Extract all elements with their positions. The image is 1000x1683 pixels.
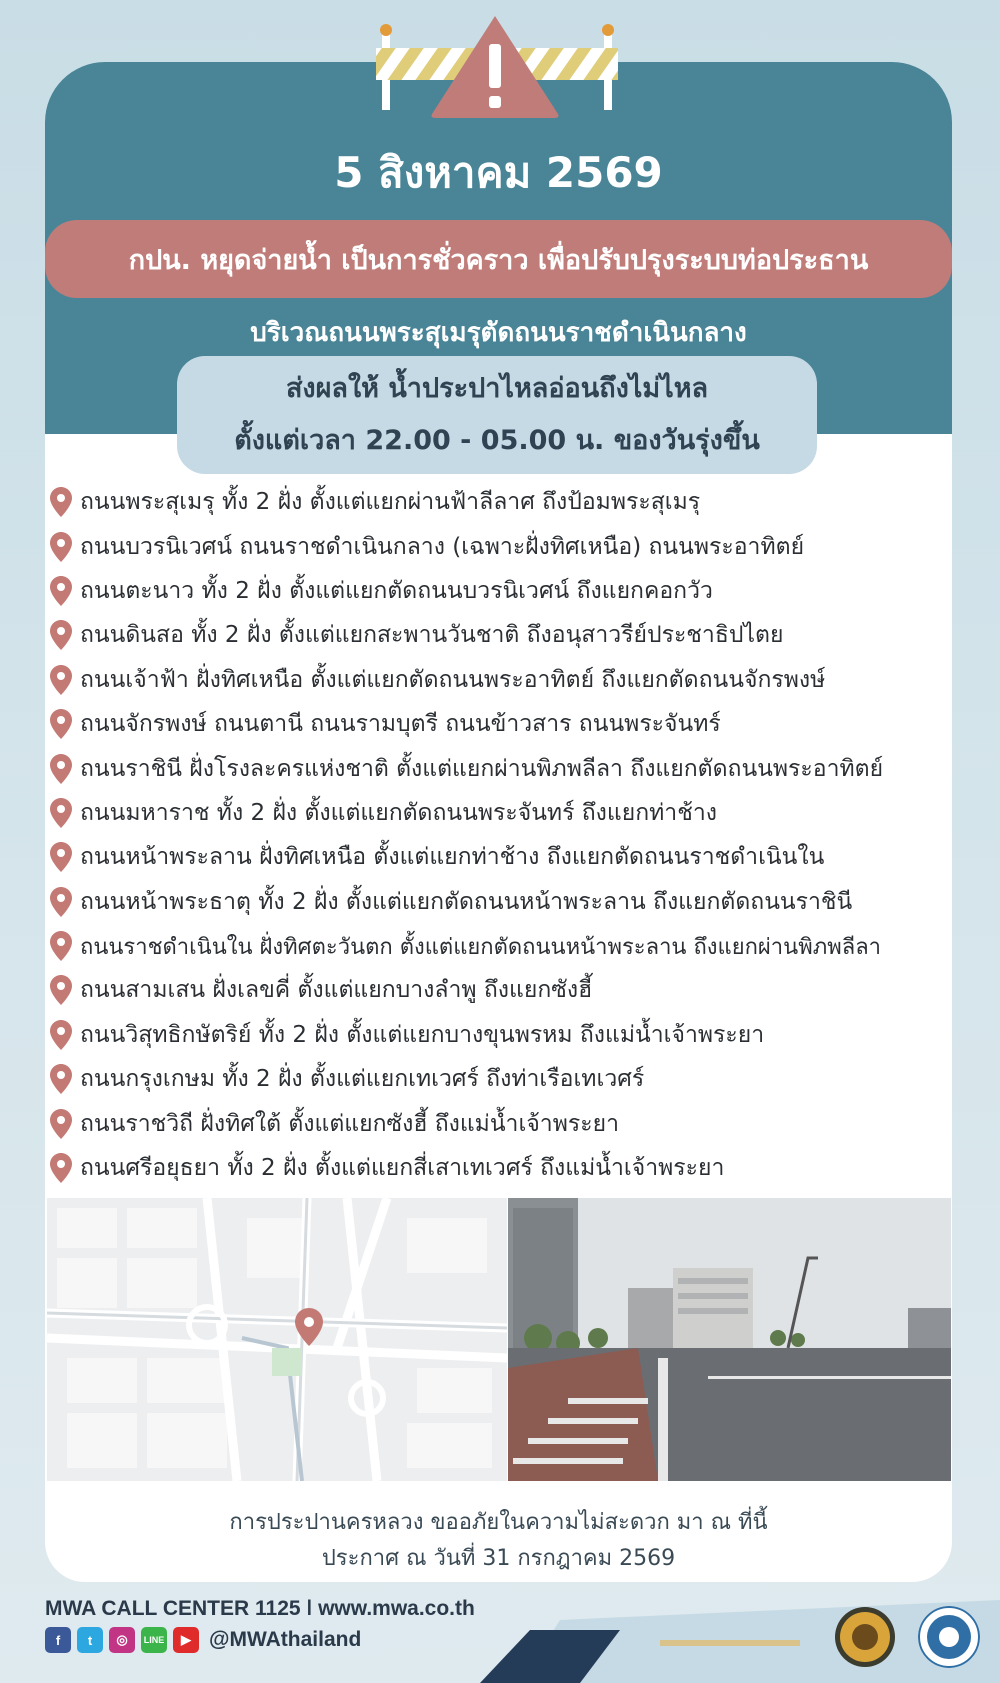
location-pin-icon bbox=[50, 1020, 72, 1050]
location-pin-icon bbox=[50, 576, 72, 606]
location-pin-icon bbox=[50, 931, 72, 961]
list-item bbox=[50, 524, 960, 568]
apology-text: การประปานครหลวง ขออภัยในความไม่สะดวก มา ณ ที่นี้ bbox=[229, 1510, 768, 1535]
instagram-icon[interactable]: ◎ bbox=[109, 1627, 135, 1653]
announcement-date: ประกาศ ณ วันที่ 31 กรกฎาคม 2569 bbox=[321, 1546, 676, 1571]
apology-note bbox=[45, 1505, 952, 1577]
headline-text: กปน. หยุดจ่ายน้ำ เป็นการชั่วคราว เพื่อปรับปรุงระบบท่อประธาน bbox=[128, 244, 869, 276]
social-handle[interactable]: @MWAthailand bbox=[209, 1628, 362, 1651]
location-pin-icon bbox=[50, 887, 72, 917]
list-item bbox=[50, 1057, 960, 1101]
road-text: ถนนดินสอ ทั้ง 2 ฝั่ง ตั้งแต่แยกสะพานวันชาติ ถึงอนุสาวรีย์ประชาธิปไตย bbox=[80, 622, 784, 649]
headline-banner bbox=[45, 220, 952, 298]
list-item bbox=[50, 480, 960, 524]
call-center: MWA CALL CENTER 1125 ǀ www.mwa.co.th bbox=[45, 1597, 475, 1620]
twitter-icon[interactable]: t bbox=[77, 1627, 103, 1653]
list-item bbox=[50, 702, 960, 746]
list-item bbox=[50, 1146, 960, 1190]
location-pin-icon bbox=[50, 1153, 72, 1183]
list-item bbox=[50, 746, 960, 790]
road-text: ถนนมหาราช ทั้ง 2 ฝั่ง ตั้งแต่แยกตัดถนนพระจันทร์ ถึงแยกท่าช้าง bbox=[80, 799, 717, 826]
location-pin-icon bbox=[50, 842, 72, 872]
road-text: ถนนราชวิถี ฝั่งทิศใต้ ตั้งแต่แยกซังฮี้ ถึงแม่น้ำเจ้าพระยา bbox=[80, 1110, 619, 1137]
location-pin-icon bbox=[50, 532, 72, 562]
location-pin-icon bbox=[50, 709, 72, 739]
road-text: ถนนพระสุเมรุ ทั้ง 2 ฝั่ง ตั้งแต่แยกผ่านฟ้าลีลาศ ถึงป้อมพระสุเมรุ bbox=[80, 489, 701, 516]
street-photo bbox=[508, 1198, 951, 1481]
social-links bbox=[45, 1627, 361, 1653]
road-text: ถนนจักรพงษ์ ถนนตานี ถนนรามบุตรี ถนนข้าวสาร ถนนพระจันทร์ bbox=[80, 711, 721, 738]
line-icon[interactable]: LINE bbox=[141, 1627, 167, 1653]
list-item bbox=[50, 880, 960, 924]
road-text: ถนนตะนาว ทั้ง 2 ฝั่ง ตั้งแต่แยกตัดถนนบวรนิเวศน์ ถึงแยกคอกวัว bbox=[80, 577, 713, 604]
location-pin-icon bbox=[50, 665, 72, 695]
road-text: ถนนสามเสน ฝั่งเลขคี่ ตั้งแต่แยกบางลำพู ถึงแยกซังฮี้ bbox=[80, 977, 593, 1004]
warning-icon bbox=[430, 14, 560, 118]
area-map bbox=[47, 1198, 507, 1481]
location-pin-icon bbox=[50, 487, 72, 517]
affected-area: บริเวณถนนพระสุเมรุตัดถนนราชดำเนินกลาง bbox=[250, 318, 747, 348]
location-pin-icon bbox=[50, 975, 72, 1005]
list-item bbox=[50, 924, 960, 968]
location-pin-icon bbox=[50, 1109, 72, 1139]
road-text: ถนนเจ้าฟ้า ฝั่งทิศเหนือ ตั้งแต่แยกตัดถนนพระอาทิตย์ ถึงแยกตัดถนนจักรพงษ์ bbox=[80, 666, 826, 693]
road-text: ถนนราชินี ฝั่งโรงละครแห่งชาติ ตั้งแต่แยกผ่านพิภพลีลา ถึงแยกตัดถนนพระอาทิตย์ bbox=[80, 755, 884, 782]
effect-box bbox=[177, 356, 817, 474]
road-text: ถนนศรีอยุธยา ทั้ง 2 ฝั่ง ตั้งแต่แยกสี่เสาเทเวศร์ ถึงแม่น้ำเจ้าพระยา bbox=[80, 1155, 725, 1182]
location-pin-icon bbox=[50, 620, 72, 650]
road-text: ถนนหน้าพระลาน ฝั่งทิศเหนือ ตั้งแต่แยกท่าช้าง ถึงแยกตัดถนนราชดำเนินใน bbox=[80, 844, 825, 871]
road-list bbox=[50, 480, 960, 1190]
youtube-icon[interactable]: ▶ bbox=[173, 1627, 199, 1653]
road-text: ถนนหน้าพระธาตุ ทั้ง 2 ฝั่ง ตั้งแต่แยกตัดถนนหน้าพระลาน ถึงแยกตัดถนนราชินี bbox=[80, 888, 853, 915]
list-item bbox=[50, 791, 960, 835]
road-text: ถนนกรุงเกษม ทั้ง 2 ฝั่ง ตั้งแต่แยกเทเวศร์ ถึงท่าเรือเทเวศร์ bbox=[80, 1066, 645, 1093]
list-item bbox=[50, 613, 960, 657]
effect-line-2: ตั้งแต่เวลา 22.00 - 05.00 น. ของวันรุ่งขึ้น bbox=[234, 425, 760, 456]
effect-line-1: ส่งผลให้ น้ำประปาไหลอ่อนถึงไม่ไหล bbox=[285, 373, 709, 404]
list-item bbox=[50, 968, 960, 1012]
facebook-icon[interactable]: f bbox=[45, 1627, 71, 1653]
page-title: 5 สิงหาคม 2569 bbox=[334, 148, 663, 197]
location-pin-icon bbox=[50, 798, 72, 828]
list-item bbox=[50, 1013, 960, 1057]
list-item bbox=[50, 1101, 960, 1145]
location-pin-icon bbox=[50, 1064, 72, 1094]
mwa-seal-logo bbox=[918, 1606, 980, 1668]
list-item bbox=[50, 658, 960, 702]
location-pin-icon bbox=[50, 754, 72, 784]
list-item bbox=[50, 835, 960, 879]
list-item bbox=[50, 569, 960, 613]
government-seal-logo bbox=[834, 1606, 896, 1668]
road-text: ถนนวิสุทธิกษัตริย์ ทั้ง 2 ฝั่ง ตั้งแต่แยกบางขุนพรหม ถึงแม่น้ำเจ้าพระยา bbox=[80, 1021, 765, 1048]
road-text: ถนนราชดำเนินใน ฝั่งทิศตะวันตก ตั้งแต่แยกตัดถนนหน้าพระลาน ถึงแยกผ่านพิภพลีลา bbox=[80, 934, 882, 960]
road-text: ถนนบวรนิเวศน์ ถนนราชดำเนินกลาง (เฉพาะฝั่งทิศเหนือ) ถนนพระอาทิตย์ bbox=[80, 533, 805, 560]
